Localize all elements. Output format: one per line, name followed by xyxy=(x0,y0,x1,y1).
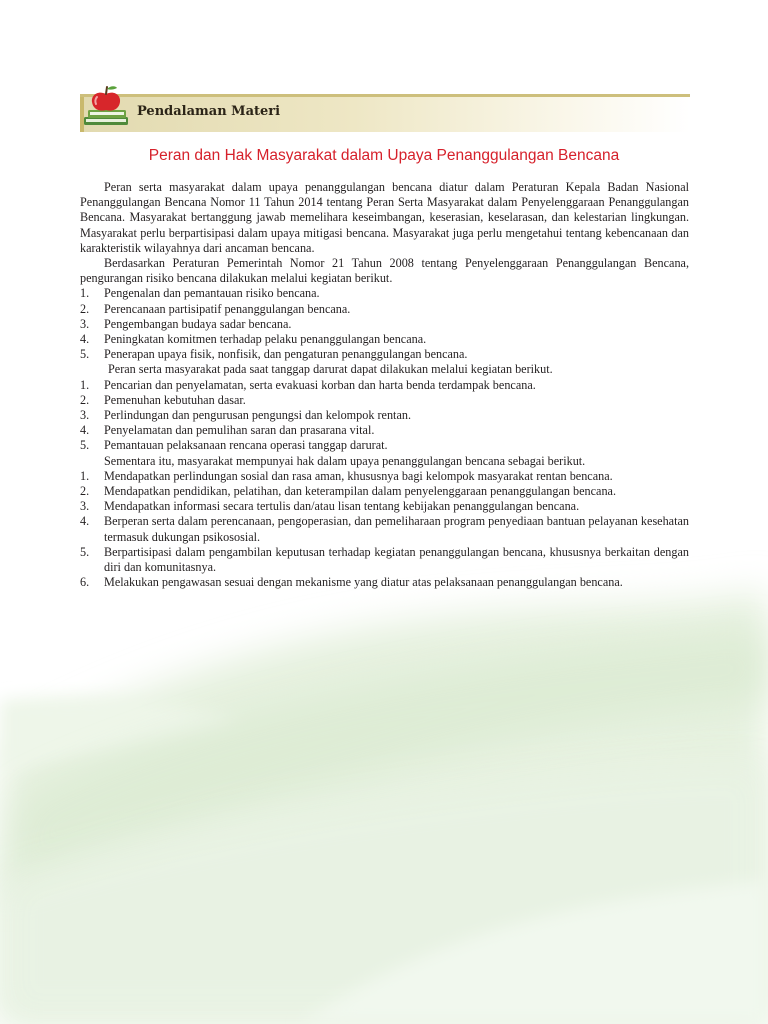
list-number: 3. xyxy=(80,408,90,423)
list-text: Penyelamatan dan pemulihan saran dan prasarana vital. xyxy=(104,423,375,438)
list-number: 5. xyxy=(80,544,90,559)
list-text: Mendapatkan perlindungan sosial dan rasa aman, khususnya bagi kelompok masyarakat rentan bencana. xyxy=(104,468,613,483)
list-text: Pencarian dan penyelamatan, serta evakuasi korban dan harta benda terdampak bencana. xyxy=(104,377,536,392)
list-text: Berperan serta dalam perencanaan, pengoperasian, dan pemeliharaan program penyediaan bantuan pelayanan kesehatan termasuk dukungan psikososial. xyxy=(104,514,689,544)
apple-on-books-icon xyxy=(82,84,130,132)
list-number: 4. xyxy=(80,423,90,438)
list-number: 3. xyxy=(80,499,90,514)
list-number: 1. xyxy=(80,286,90,301)
list-number: 4. xyxy=(80,514,90,529)
list-item xyxy=(80,317,689,332)
list-number: 6. xyxy=(80,575,90,590)
list-text: Pengembangan budaya sadar bencana. xyxy=(104,316,292,331)
risk-reduction-list xyxy=(80,286,689,362)
list-item xyxy=(80,514,689,544)
list-item xyxy=(80,286,689,301)
paragraph-rights-intro: Sementara itu, masyarakat mempunyai hak dalam upaya penanggulangan bencana sebagai berikut. xyxy=(104,453,586,468)
list-item xyxy=(80,499,689,514)
body-content xyxy=(80,180,689,590)
list-text: Pemantauan pelaksanaan rencana operasi tanggap darurat. xyxy=(104,438,388,453)
list-number: 1. xyxy=(80,468,90,483)
list-item xyxy=(80,393,689,408)
list-number: 2. xyxy=(80,392,90,407)
community-rights-list xyxy=(80,469,689,591)
list-text: Berpartisipasi dalam pengambilan keputusan terhadap kegiatan penanggulangan bencana, khususnya berkaitan dengan diri dan komunitasnya. xyxy=(104,544,689,575)
list-item xyxy=(80,302,689,317)
list-number: 1. xyxy=(80,377,90,392)
list-item xyxy=(80,484,689,499)
emergency-response-list xyxy=(80,378,689,454)
list-text: Melakukan pengawasan sesuai dengan mekanisme yang diatur atas pelaksanaan penanggulangan bencana. xyxy=(104,575,623,590)
list-text: Mendapatkan informasi secara tertulis dan/atau lisan tentang kebijakan penanggulangan bencana. xyxy=(104,499,580,514)
list-number: 5. xyxy=(80,347,90,362)
list-number: 5. xyxy=(80,438,90,453)
list-number: 2. xyxy=(80,301,90,316)
list-text: Penerapan upaya fisik, nonfisik, dan pengaturan penanggulangan bencana. xyxy=(104,347,468,362)
list-number: 3. xyxy=(80,316,90,331)
list-text: Perlindungan dan pengurusan pengungsi dan kelompok rentan. xyxy=(104,408,411,423)
list-text: Pemenuhan kebutuhan dasar. xyxy=(104,392,246,407)
paragraph-risk-reduction-intro: Berdasarkan Peraturan Pemerintah Nomor 21 Tahun 2008 tentang Penyelenggaraan Penanggulangan Bencana, pengurangan risiko bencana dilakukan melalui kegiatan berikut. xyxy=(80,256,689,286)
list-item xyxy=(80,575,689,590)
list-item xyxy=(80,332,689,347)
list-text: Peningkatan komitmen terhadap pelaku penanggulangan bencana. xyxy=(104,332,427,347)
section-header-title: Pendalaman Materi xyxy=(137,104,281,119)
main-title: Peran dan Hak Masyarakat dalam Upaya Penanggulangan Bencana xyxy=(148,147,620,164)
paragraph-emergency-intro: Peran serta masyarakat pada saat tanggap darurat dapat dilakukan melalui kegiatan berikut. xyxy=(108,362,553,377)
list-text: Mendapatkan pendidikan, pelatihan, dan keterampilan dalam penyelenggaraan penanggulangan bencana. xyxy=(104,484,616,499)
list-item xyxy=(80,469,689,484)
list-item xyxy=(80,545,689,575)
list-text: Perencanaan partisipatif penanggulangan bencana. xyxy=(104,301,351,316)
list-number: 2. xyxy=(80,484,90,499)
list-item xyxy=(80,347,689,362)
list-item xyxy=(80,378,689,393)
list-number: 4. xyxy=(80,332,90,347)
list-item xyxy=(80,408,689,423)
paragraph-regulation-intro: Peran serta masyarakat dalam upaya penanggulangan bencana diatur dalam Peraturan Kepala Badan Nasional Penanggulangan Bencana Nomor 11 Tahun 2014 tentang Peran Serta Masyarakat dalam Penyelenggaraan Penanggulangan Bencana. Masyarakat bertanggung jawab memelihara keseimbangan, keserasian, keselarasan, dan kelestarian lingkungan. Masyarakat perlu berpartisipasi dalam upaya mitigasi bencana. Masyarakat juga perlu mengetahui tentang kebencanaan dan karakteristik wilayahnya dari ancaman bencana. xyxy=(80,180,689,255)
list-text: Pengenalan dan pemantauan risiko bencana. xyxy=(104,286,320,301)
list-item xyxy=(80,423,689,438)
list-item xyxy=(80,438,689,453)
